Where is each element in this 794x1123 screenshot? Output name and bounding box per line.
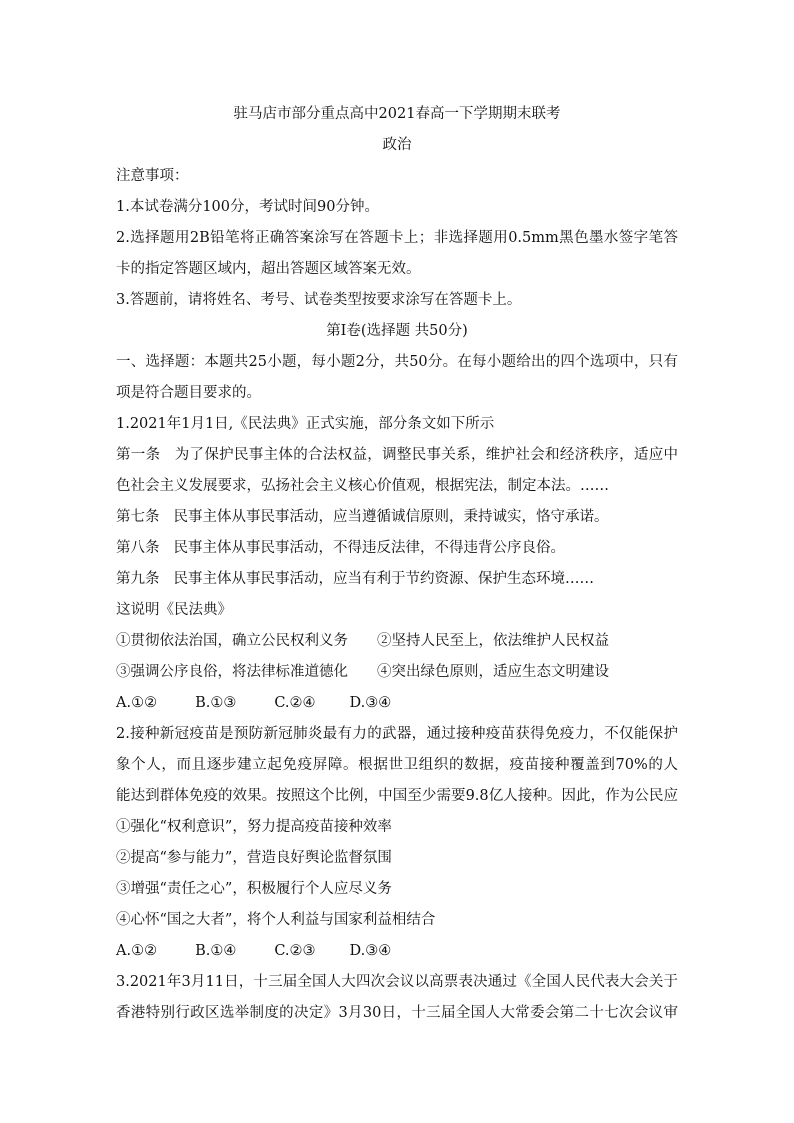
q3-stem-line-2: 香港特别行政区选举制度的决定》3月30日，十三届全国人大常委会第二十七次会议审 <box>116 1005 678 1021</box>
section-heading: 第Ⅰ卷(选择题 共50分) <box>326 323 468 339</box>
q2-stem-line-3: 能达到群体免疫的效果。按照这个比例，中国至少需要9.8亿人接种。因此，作为公民应 <box>116 788 678 804</box>
q2-statement-1: ①强化“权利意识”，努力提高疫苗接种效率 <box>116 819 392 835</box>
section-instruction-line-2: 项是符合题目要求的。 <box>116 385 261 401</box>
q1-statement-1: ①贯彻依法治国，确立公民权利义务 <box>116 633 348 649</box>
q1-statement-2: ②坚持人民至上，依法维护人民权益 <box>377 633 609 649</box>
q2-options <box>116 941 391 961</box>
exam-title: 驻马店市部分重点高中2021春高一下学期期末联考 <box>233 106 561 122</box>
notice-item-1: 1.本试卷满分100分，考试时间90分钟。 <box>116 199 379 215</box>
q2-statement-3: ③增强“责任之心”，积极履行个人应尽义务 <box>116 881 392 897</box>
q2-option-d[interactable]: D.③④ <box>349 943 392 959</box>
q1-lead: 这说明《民法典》 <box>116 602 232 618</box>
notice-item-3: 3.答题前，请将姓名、考号、试卷类型按要求涂写在答题卡上。 <box>116 292 522 308</box>
q2-option-c[interactable]: C.②③ <box>274 943 316 959</box>
q1-article-1-line-1: 第一条 为了保护民事主体的合法权益，调整民事关系，维护社会和经济秩序，适应中 <box>116 447 678 463</box>
q2-statement-2: ②提高“参与能力”，营造良好舆论监督氛围 <box>116 850 392 866</box>
q1-options <box>116 693 391 713</box>
q1-article-7: 第七条 民事主体从事民事活动，应当遵循诚信原则，秉持诚实，恪守承诺。 <box>116 509 609 525</box>
subject-title: 政治 <box>382 137 412 153</box>
q2-option-a[interactable]: A.①② <box>116 943 158 959</box>
notice-item-2-line-2: 卡的指定答题区域内，超出答题区域答案无效。 <box>116 261 421 277</box>
q1-article-8: 第八条 民事主体从事民事活动，不得违反法律，不得违背公序良俗。 <box>116 540 565 556</box>
q1-article-1-line-2: 色社会主义发展要求，弘扬社会主义核心价值观，根据宪法，制定本法。…… <box>116 478 609 494</box>
q1-option-b[interactable]: B.①③ <box>195 695 237 711</box>
q2-option-b[interactable]: B.①④ <box>195 943 237 959</box>
notice-item-2-line-1: 2.选择题用2B铅笔将正确答案涂写在答题卡上；非选择题用0.5mm黑色墨水签字笔答 <box>116 230 678 246</box>
q1-article-9: 第九条 民事主体从事民事活动，应当有利于节约资源、保护生态环境…… <box>116 571 594 587</box>
q1-option-c[interactable]: C.②④ <box>274 695 316 711</box>
q1-stem: 1.2021年1月1日,《民法典》正式实施，部分条文如下所示 <box>116 416 495 432</box>
q1-article-1-label: 第一条 <box>116 447 161 463</box>
section-instruction-line-1: 一、选择题：本题共25小题，每小题2分，共50分。在每小题给出的四个选项中，只有 <box>116 354 678 370</box>
q2-stem-line-2: 象个人，而且逐步建立起免疫屏障。根据世卫组织的数据，疫苗接种覆盖到70%的人 <box>116 757 678 773</box>
notice-heading: 注意事项： <box>116 168 189 184</box>
q1-option-a[interactable]: A.①② <box>116 695 158 711</box>
q3-stem-line-1: 3.2021年3月11日，十三届全国人大四次会议以高票表决通过《全国人民代表大会关于 <box>116 974 678 990</box>
q1-article-9-label: 第九条 <box>116 571 160 587</box>
q1-article-7-label: 第七条 <box>116 509 160 525</box>
q2-statement-4: ④心怀“国之大者”，将个人利益与国家利益相结合 <box>116 912 436 928</box>
q1-statement-4: ④突出绿色原则，适应生态文明建设 <box>377 664 609 680</box>
q1-statement-3: ③强调公序良俗，将法律标准道德化 <box>116 664 348 680</box>
q1-option-d[interactable]: D.③④ <box>349 695 392 711</box>
q1-article-8-label: 第八条 <box>116 540 160 556</box>
q2-stem-line-1: 2.接种新冠疫苗是预防新冠肺炎最有力的武器，通过接种疫苗获得免疫力，不仅能保护 <box>116 726 678 742</box>
